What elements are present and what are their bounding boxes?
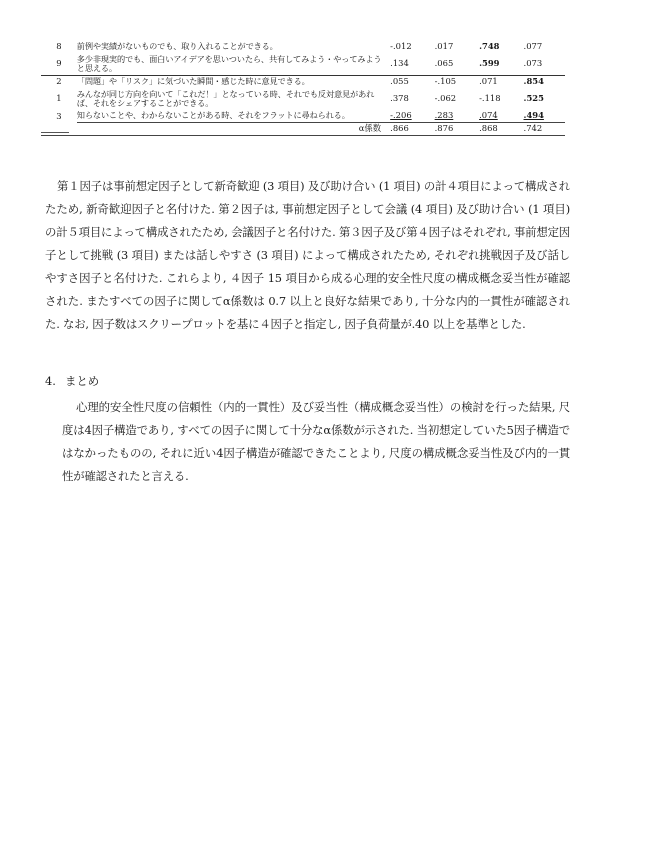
lead-rule <box>41 132 69 133</box>
loading-value: -.062 <box>434 93 457 104</box>
loading-value: .074 <box>479 110 498 121</box>
loading-value: .065 <box>434 58 454 69</box>
loading-value: .525 <box>523 93 544 104</box>
item-number: 1 <box>56 93 62 104</box>
loading-value: -.118 <box>479 93 501 104</box>
factor-loading-cell <box>521 53 565 76</box>
loading-value: .854 <box>523 76 544 87</box>
loading-value: .748 <box>479 41 500 52</box>
alpha-lead-cell <box>41 123 77 136</box>
loading-value: .494 <box>523 110 544 121</box>
alpha-value: .876 <box>432 123 476 136</box>
loading-value: .378 <box>390 93 409 104</box>
section-number: 4. <box>45 374 56 388</box>
loading-value: .071 <box>479 76 498 87</box>
item-number: 3 <box>56 110 62 121</box>
item-number: 8 <box>56 41 62 52</box>
factor-loading-cell <box>521 41 565 53</box>
table-row <box>41 76 565 89</box>
factor-loading-cell <box>387 76 431 89</box>
factor-loading-cell <box>476 53 520 76</box>
factor-loading-cell <box>432 110 476 123</box>
loading-value: .134 <box>390 58 409 69</box>
loading-value: .055 <box>390 76 409 87</box>
item-text: 前例や実績がないものでも、取り入れることができる。 <box>76 41 278 52</box>
factor-loading-cell <box>387 53 431 76</box>
factor-loading-cell <box>521 76 565 89</box>
loading-value: .283 <box>434 110 454 121</box>
loading-value: .599 <box>479 58 500 69</box>
factor-loading-cell <box>432 53 476 76</box>
loading-value: -.012 <box>390 41 412 52</box>
factor-loading-table <box>41 41 565 136</box>
table-row <box>41 110 565 123</box>
section-heading <box>45 373 99 389</box>
factor-loading-cell <box>432 76 476 89</box>
factor-loading-cell <box>476 110 520 123</box>
factor-loading-cell <box>432 88 476 110</box>
item-text: 「問題」や「リスク」に気づいた瞬間・感じた時に意見できる。 <box>77 76 387 89</box>
item-text: みんなが同じ方向を向いて「これだ！」となっている時、それでも反対意見があれば、それをシェアすることができる。 <box>76 88 375 108</box>
item-number: 9 <box>56 58 62 69</box>
loading-value: .073 <box>523 58 543 69</box>
loading-value: .017 <box>434 41 454 52</box>
results-paragraph: 第１因子は事前想定因子として新奇歓迎 (3 項目) 及び助け合い (1 項目) の計４項目によって構成されたため, 新奇歓迎因子と名付けた. 第２因子は, 事前想定因子として会議 (4 項目) 及び助け合い (1 項目) の計５項目によって構成されたため, 会議因子と名付けた. 第３因子及び第４因子はそれぞれ, 事前想定因子として挑戦 (3 項目) または話しやすさ (3 項目) によって構成されたため, それぞれ挑戦因子及び話しやすさ因子と名付けた. これらより, ４因子 15 項目から成る心理的安全性尺度の構成概念妥当性が確認された. またすべての因子に関してα係数は 0.7 以上と良好な結果であり, 十分な内的一貫性が確認された. なお, 因子数はスクリープロットを基に４因子と指定し, 因子負荷量が.40 以上を基準とした. <box>45 179 570 331</box>
alpha-label: α係数 <box>77 123 387 136</box>
table-row <box>41 41 565 53</box>
summary-paragraph: 心理的安全性尺度の信頼性（内的一貫性）及び妥当性（構成概念妥当性）の検討を行った結果, 尺度は4因子構造であり, すべての因子に関して十分なα係数が示された. 当初想定していた5因子構造ではなかったものの, それに近い4因子構造が確認できたことより, 尺度の構成概念妥当性及び内的一貫性が確認されたと言える. <box>62 400 570 483</box>
factor-loading-cell <box>521 88 565 110</box>
loading-value: -.206 <box>390 110 412 121</box>
factor-loading-cell <box>387 110 431 123</box>
table-row <box>41 88 565 110</box>
loading-value: -.105 <box>434 76 457 87</box>
item-text: 知らないことや、わからないことがある時、それをフラットに尋ねられる。 <box>76 110 350 121</box>
loading-value: .077 <box>523 41 543 52</box>
alpha-value: .866 <box>387 123 431 136</box>
table-body <box>41 41 565 136</box>
factor-loading-cell <box>387 41 431 53</box>
section-title: まとめ <box>65 374 100 388</box>
factor-loading-cell <box>387 88 431 110</box>
factor-loading-cell <box>476 88 520 110</box>
factor-loading-cell <box>476 41 520 53</box>
factor-loading-cell <box>521 110 565 123</box>
item-number: 2 <box>41 76 77 89</box>
alpha-row <box>41 123 565 136</box>
factor-loading-cell <box>476 76 520 89</box>
item-text: 多少非現実的でも、面白いアイデアを思いついたら、共有してみよう・やってみようと思える。 <box>76 53 382 73</box>
alpha-value: .742 <box>521 123 565 136</box>
alpha-value: .868 <box>476 123 520 136</box>
factor-loading-cell <box>432 41 476 53</box>
table-row <box>41 53 565 76</box>
